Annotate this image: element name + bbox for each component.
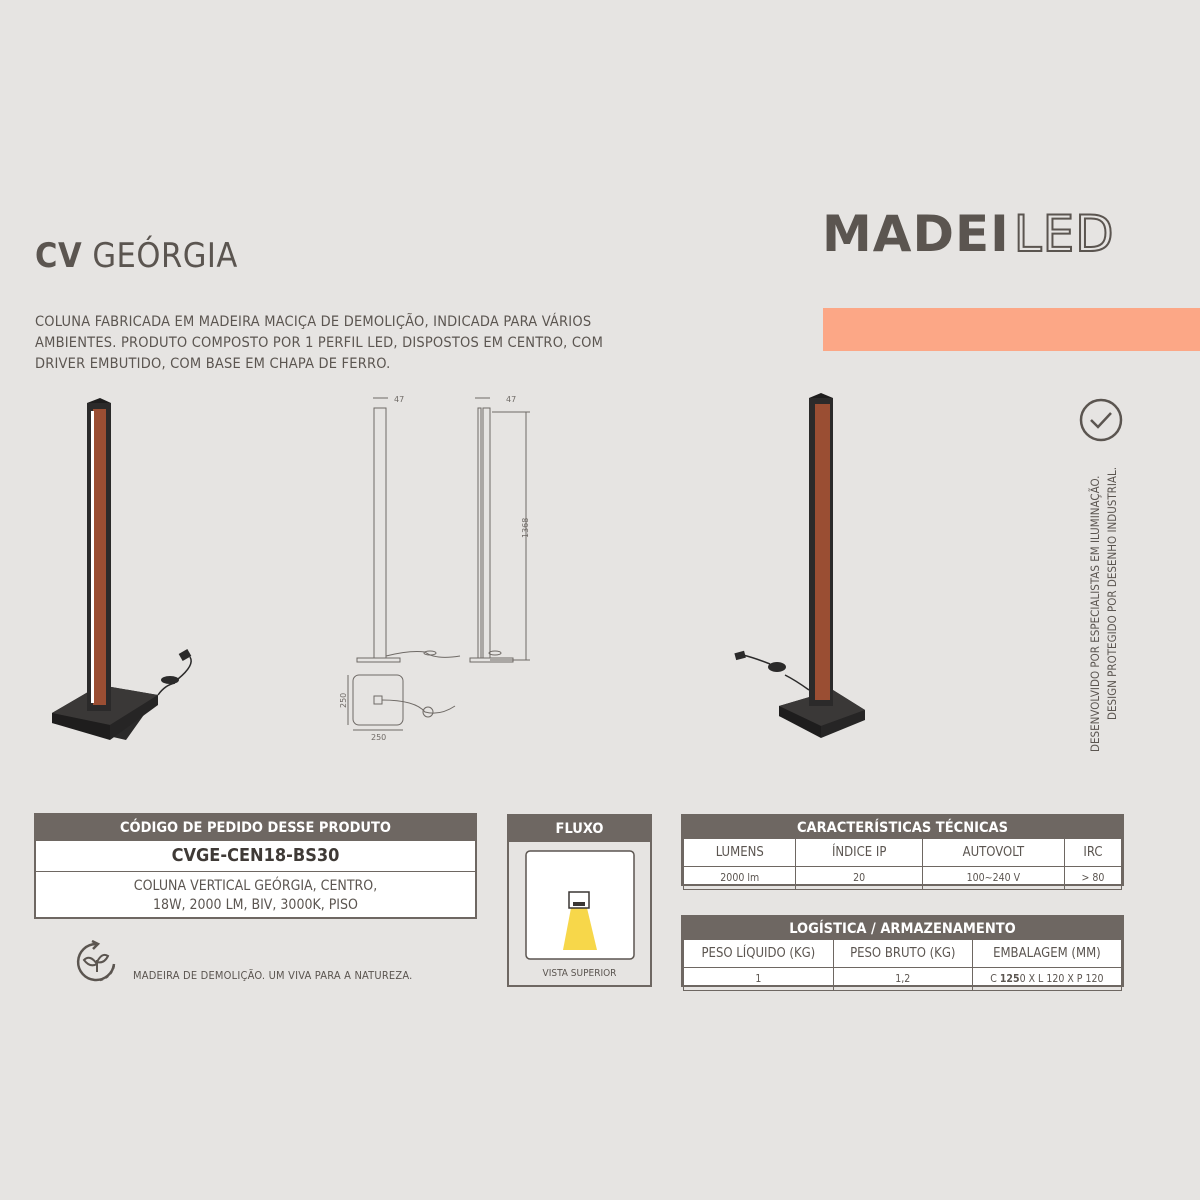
tech-specs-header: CARACTERÍSTICAS TÉCNICAS bbox=[683, 816, 1122, 838]
tech-col-lumens: LUMENS bbox=[684, 839, 796, 867]
dim-top-1: 47 bbox=[394, 395, 405, 404]
eco-note: MADEIRA DE DEMOLIÇÃO. UM VIVA PARA A NATUREZA. bbox=[133, 969, 413, 982]
tech-specs-panel bbox=[681, 814, 1124, 886]
vertical-claim-line2: DESIGN PROTEGIDO POR DESENHO INDUSTRIAL. bbox=[1105, 466, 1119, 720]
order-code-header: CÓDIGO DE PEDIDO DESSE PRODUTO bbox=[36, 815, 475, 841]
check-icon bbox=[1078, 397, 1124, 443]
logistics-header: LOGÍSTICA / ARMAZENAMENTO bbox=[683, 917, 1122, 939]
dim-base-width: 250 bbox=[371, 733, 387, 742]
logistics-table bbox=[683, 939, 1122, 991]
brand-logo-part1: MADEI bbox=[822, 205, 1010, 263]
log-col-net: PESO LÍQUIDO (KG) bbox=[684, 940, 834, 968]
dim-base-depth: 250 bbox=[339, 692, 348, 708]
dim-height: 1368 bbox=[521, 517, 530, 538]
accent-bar bbox=[823, 308, 1200, 351]
brand-logo-part2: LED bbox=[1013, 205, 1115, 263]
flux-caption: VISTA SUPERIOR bbox=[542, 968, 617, 979]
order-code-value: CVGE-CEN18-BS30 bbox=[36, 841, 475, 872]
product-title bbox=[35, 236, 238, 276]
technical-drawing bbox=[330, 390, 560, 745]
log-val-net: 1 bbox=[684, 968, 834, 991]
tech-col-ip: ÍNDICE IP bbox=[796, 839, 922, 867]
logistics-panel bbox=[681, 915, 1124, 987]
product-title-bold: CV bbox=[35, 236, 83, 276]
order-summary-line2: 18W, 2000 LM, BIV, 3000K, PISO bbox=[153, 897, 358, 913]
tech-val-ip: 20 bbox=[796, 867, 922, 890]
lamp-illustration-right bbox=[725, 390, 885, 745]
tech-val-autovolt: 100~240 V bbox=[922, 867, 1064, 890]
vertical-claim bbox=[1086, 450, 1126, 750]
tech-val-lumens: 2000 lm bbox=[684, 867, 796, 890]
product-title-rest: GEÓRGIA bbox=[92, 236, 238, 276]
order-summary-line1: COLUNA VERTICAL GEÓRGIA, CENTRO, bbox=[133, 878, 378, 894]
log-col-gross: PESO BRUTO (KG) bbox=[833, 940, 972, 968]
dim-top-2: 47 bbox=[506, 395, 517, 404]
flux-header: FLUXO bbox=[509, 816, 650, 842]
brand-logo bbox=[822, 205, 1115, 263]
order-code-panel bbox=[34, 813, 477, 919]
tech-col-irc: IRC bbox=[1064, 839, 1121, 867]
recycle-leaf-icon bbox=[74, 940, 122, 984]
tech-val-irc: > 80 bbox=[1064, 867, 1121, 890]
tech-col-autovolt: AUTOVOLT bbox=[922, 839, 1064, 867]
tech-specs-table bbox=[683, 838, 1122, 890]
log-val-package: C 1250 X L 120 X P 120 bbox=[972, 968, 1121, 991]
log-val-gross: 1,2 bbox=[833, 968, 972, 991]
flux-panel bbox=[507, 814, 652, 987]
lamp-illustration-left bbox=[40, 395, 210, 745]
vertical-claim-line1: DESENVOLVIDO POR ESPECIALISTAS EM ILUMINAÇÃO. bbox=[1088, 475, 1102, 752]
product-description: COLUNA FABRICADA EM MADEIRA MACIÇA DE DEMOLIÇÃO, INDICADA PARA VÁRIOS AMBIENTES. PRODUTO COMPOSTO POR 1 PERFIL LED, DISPOSTOS EM CENTRO, COM DRIVER EMBUTIDO, COM BASE EM CHAPA DE FERRO. bbox=[35, 314, 604, 372]
log-col-package: EMBALAGEM (MM) bbox=[972, 940, 1121, 968]
light-flow-diagram bbox=[525, 850, 637, 962]
